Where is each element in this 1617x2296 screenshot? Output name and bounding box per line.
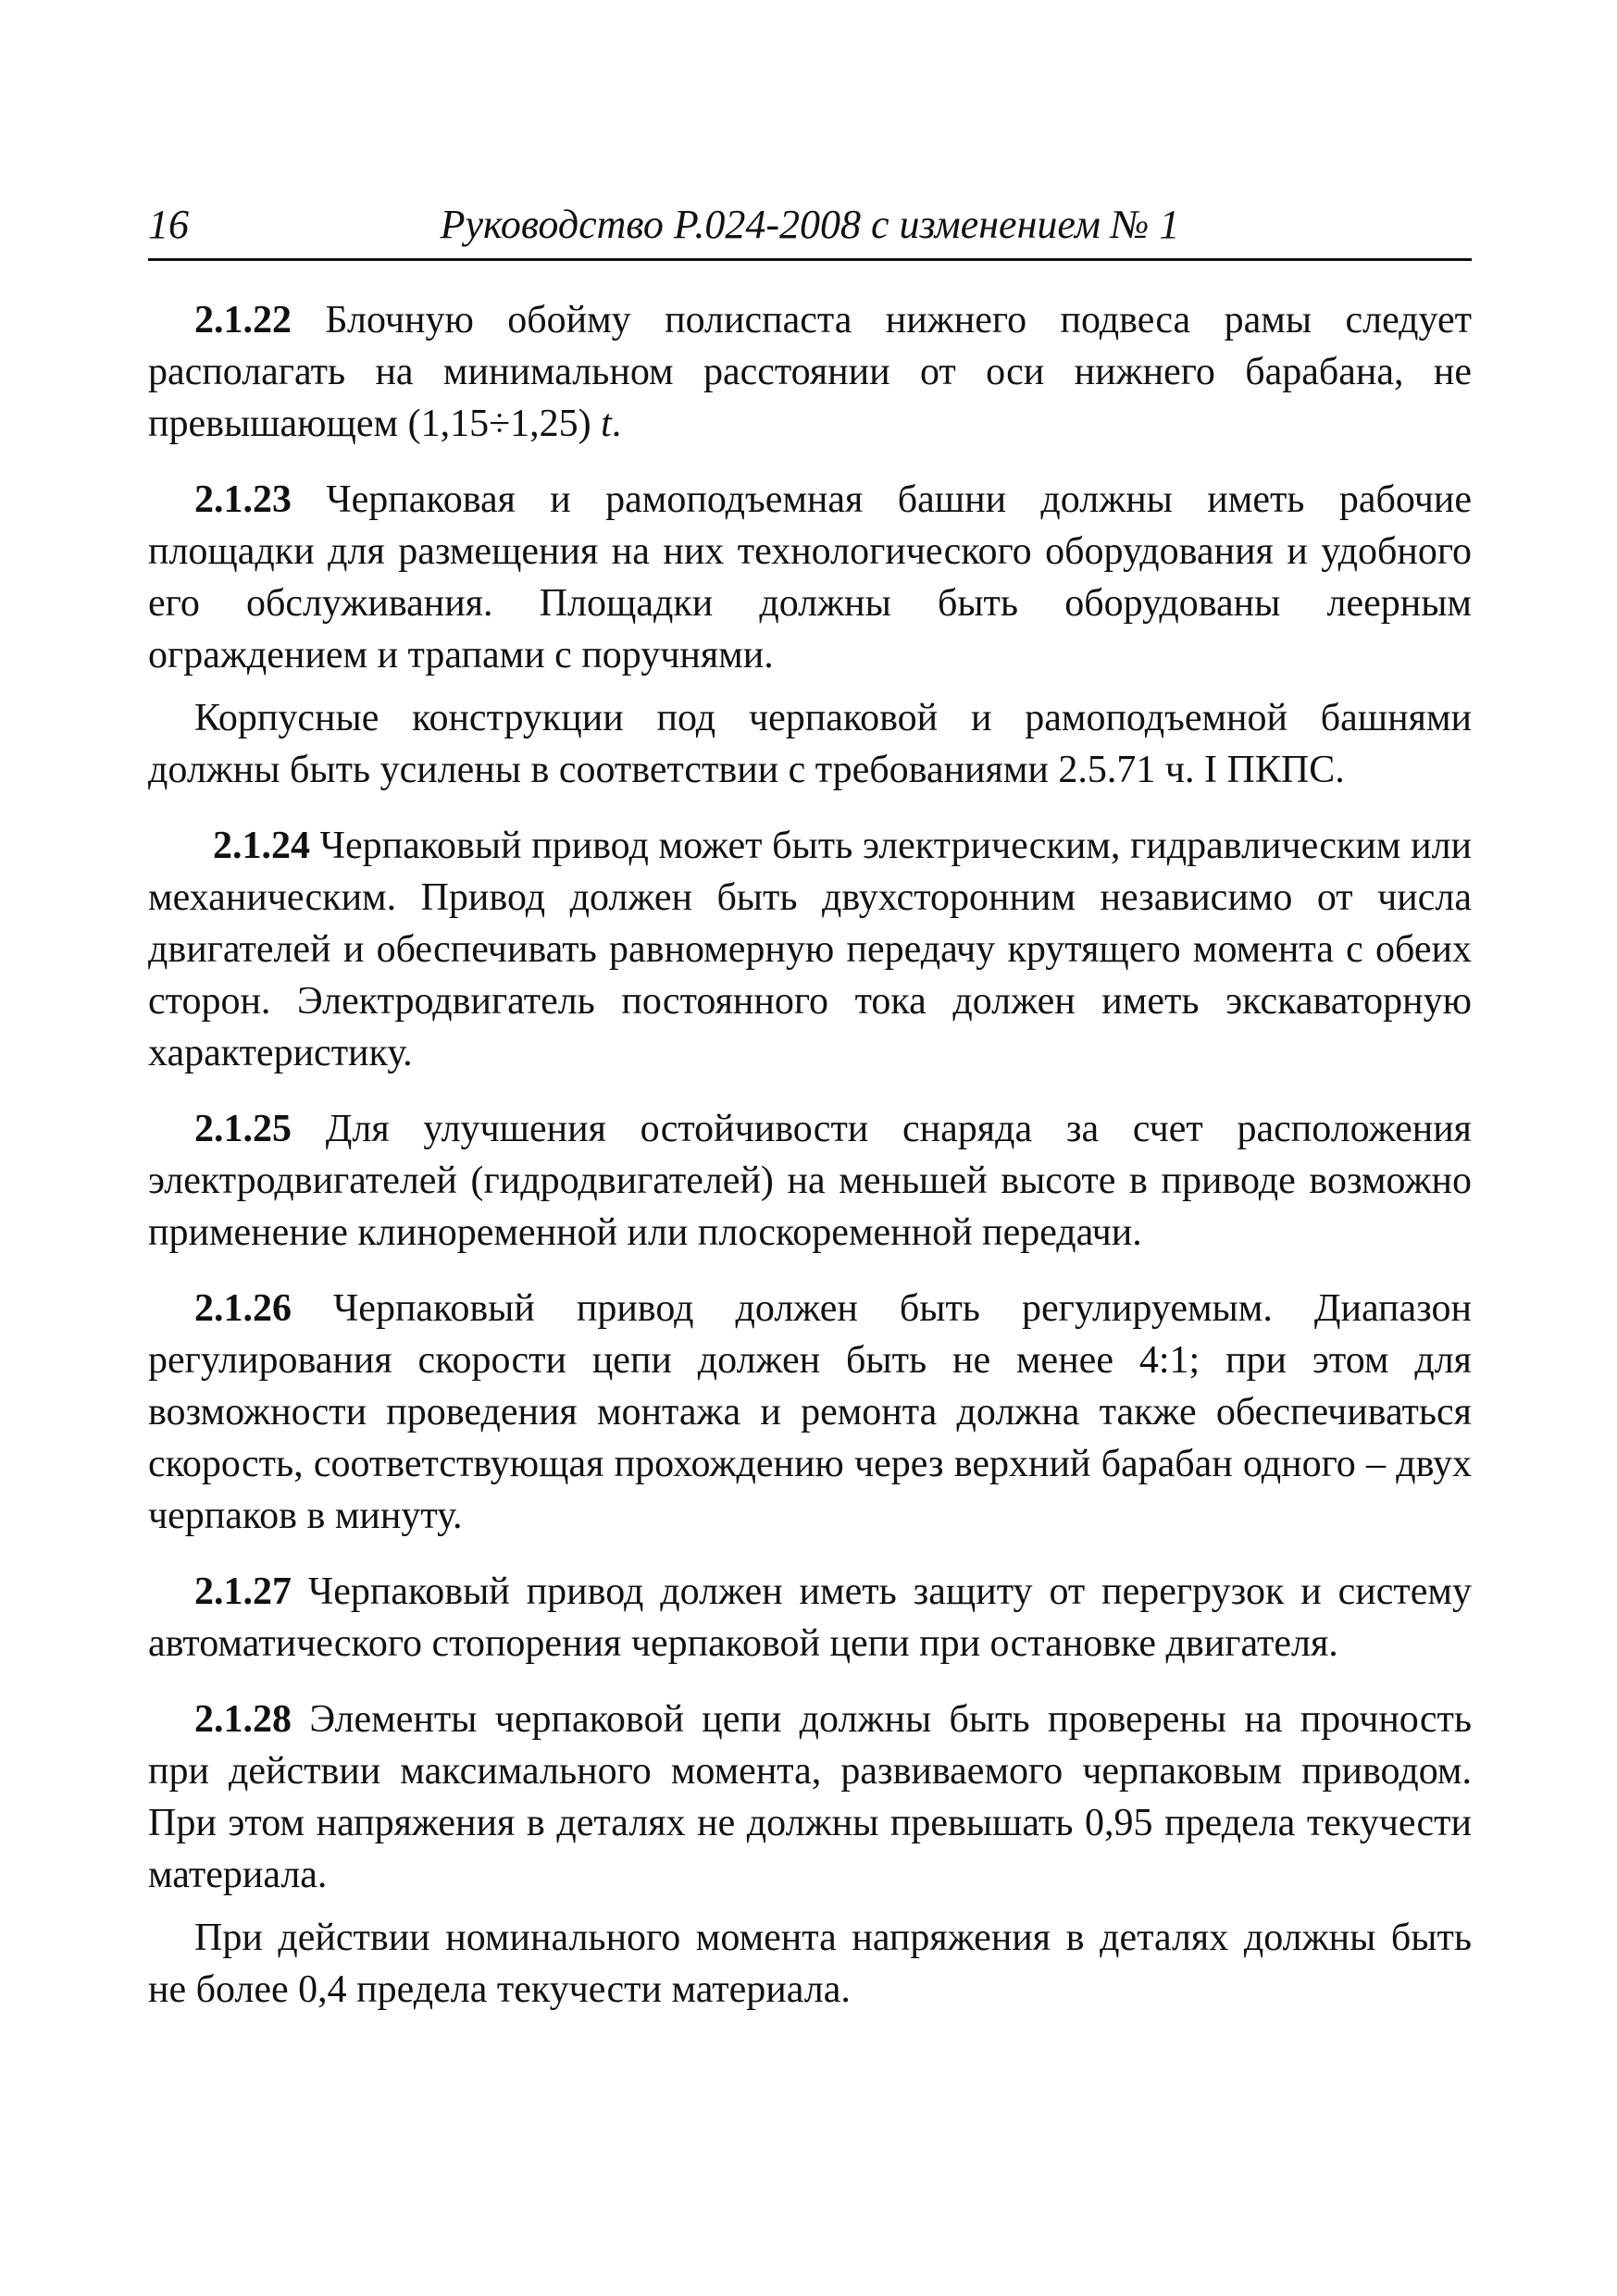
paragraph-2-1-28-continued: [148, 1912, 1472, 2016]
clause-number: 2.1.24: [213, 825, 310, 867]
clause-number: 2.1.23: [194, 478, 292, 521]
paragraph-text: Корпусные конструкции под черпаковой и рамоподъемной башнями должны быть усилены в соответствии с требованиями 2.5.71 ч. I ПКПС.: [148, 697, 1472, 791]
paragraph-2-1-26: [148, 1283, 1472, 1542]
clause-number: 2.1.27: [194, 1570, 292, 1613]
document-page: [148, 199, 1472, 2016]
paragraph-text: Элементы черпаковой цепи должны быть проверены на прочность при действии максимального момента, развиваемого черпаковым приводом. При этом напряжения в деталях не должны превышать 0,95 предела текучести материала.: [148, 1698, 1472, 1896]
clause-number: 2.1.28: [194, 1698, 292, 1741]
paragraph-text: Черпаковая и рамоподъемная башни должны иметь рабочие площадки для размещения на них технологического оборудования и удобного его обслуживания. Площадки должны быть оборудованы леерным ограждением и трапами с поручнями.: [148, 478, 1472, 676]
paragraph-text: Блочную обойму полиспаста нижнего подвеса рамы следует располагать на минимальном расстоянии от оси нижнего барабана, не превышающем (1,15÷1,25): [148, 299, 1472, 445]
document-title: Руководство Р.024-2008 с изменением № 1: [440, 202, 1180, 247]
clause-number: 2.1.26: [194, 1287, 292, 1330]
paragraph-text: Черпаковый привод должен быть регулируемым. Диапазон регулирования скорости цепи должен быть не менее 4:1; при этом для возможности проведения монтажа и ремонта должна также обеспечиваться скорость, соответствующая прохождению через верхний барабан одного – двух черпаков в минуту.: [148, 1287, 1472, 1537]
paragraph-2-1-23: [148, 474, 1472, 681]
body-text: [148, 294, 1472, 2016]
paragraph-2-1-27: [148, 1566, 1472, 1669]
page-number: 16: [148, 202, 189, 247]
paragraph-2-1-25: [148, 1103, 1472, 1259]
paragraph-text: Черпаковый привод должен иметь защиту от перегрузок и систему автоматического стопорения черпаковой цепи при остановке двигателя.: [148, 1570, 1472, 1665]
clause-number: 2.1.25: [194, 1108, 292, 1150]
clause-number: 2.1.22: [194, 299, 292, 341]
running-header: [148, 199, 1472, 261]
symbol-t: t: [601, 403, 612, 445]
paragraph-2-1-28: [148, 1694, 1472, 1901]
paragraph-text: При действии номинального момента напряжения в деталях должны быть не более 0,4 предела текучести материала.: [148, 1917, 1472, 2011]
paragraph-text: Для улучшения остойчивости снаряда за счет расположения электродвигателей (гидродвигателей) на меньшей высоте в приводе возможно применение клиноременной или плоскоременной передачи.: [148, 1108, 1472, 1254]
paragraph-text: Черпаковый привод может быть электрическим, гидравлическим или механическим. Привод должен быть двухсторонним независимо от числа двигателей и обеспечивать равномерную передачу крутящего момента с обеих сторон. Электродвигатель постоянного тока должен иметь экскаваторную характеристику.: [148, 825, 1472, 1074]
paragraph-2-1-24: [148, 820, 1472, 1079]
paragraph-2-1-23-continued: [148, 692, 1472, 796]
paragraph-2-1-22: [148, 294, 1472, 450]
paragraph-tail: .: [611, 403, 622, 445]
